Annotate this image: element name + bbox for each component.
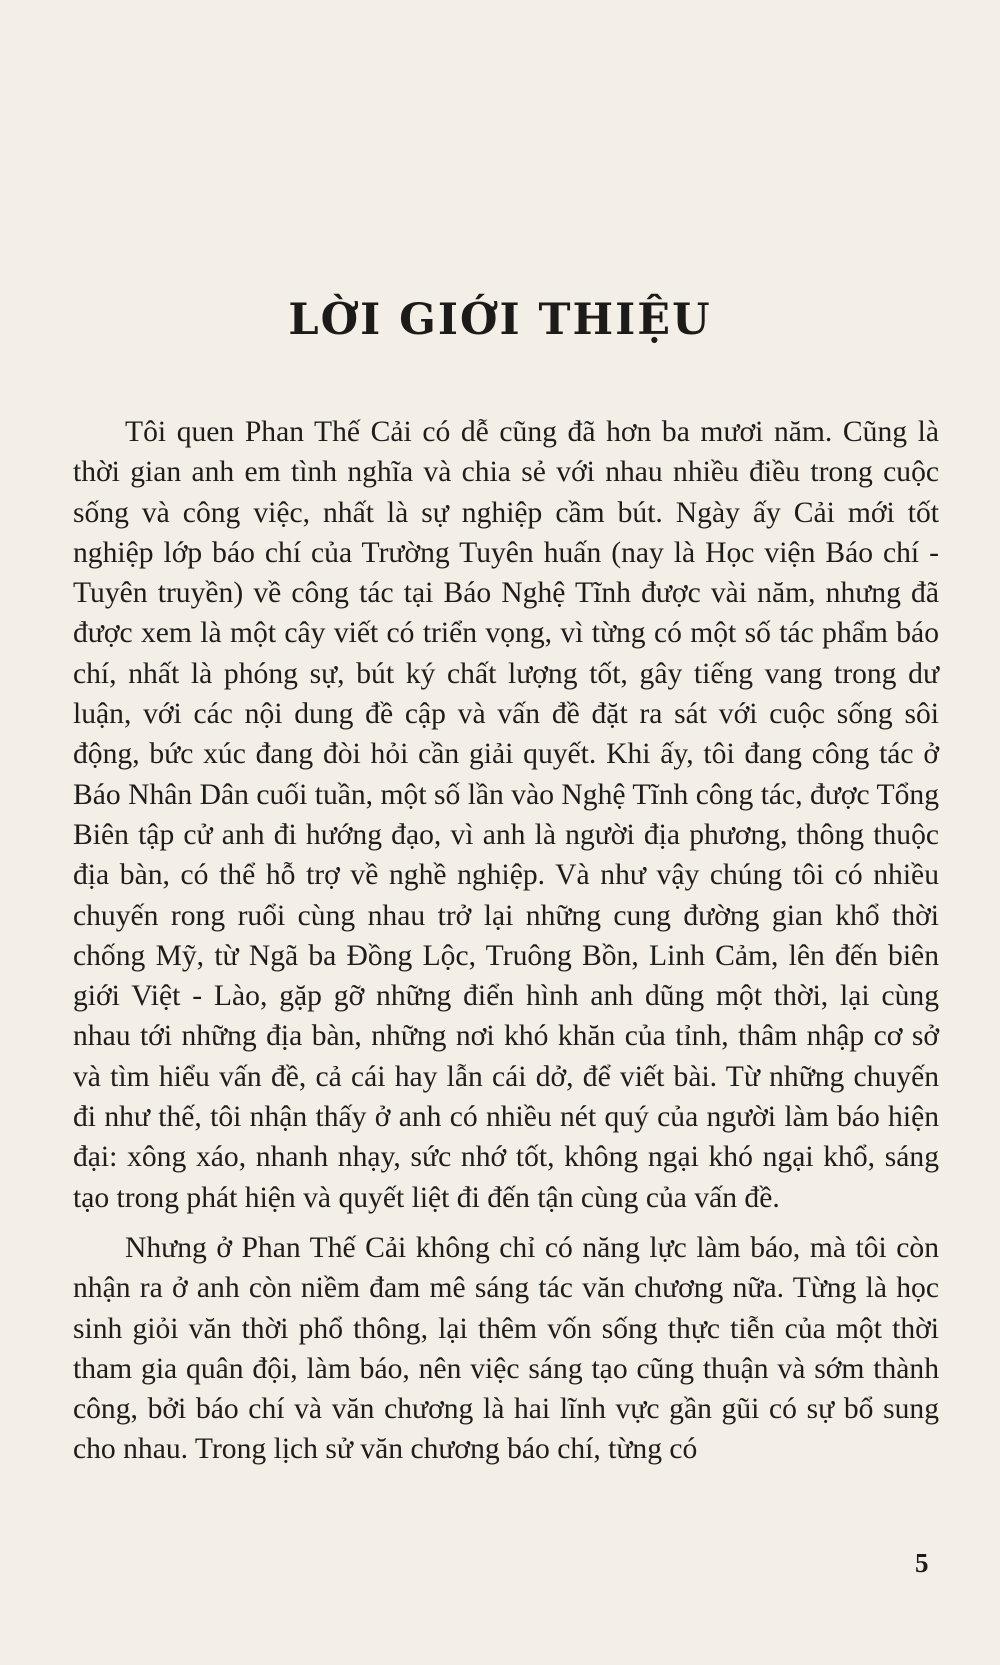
- page-number: 5: [915, 1548, 929, 1578]
- paragraph-2: Nhưng ở Phan Thế Cải không chỉ có năng lực làm báo, mà tôi còn nhận ra ở anh còn niềm đam mê sáng tác văn chương nữa. Từng là học sinh giỏi văn thời phổ thông, lại thêm vốn sống thực tiễn của một thời tham gia quân đội, làm báo, nên việc sáng tạo cũng thuận và sớm thành công, bởi báo chí và văn chương là hai lĩnh vực gần gũi có sự bổ sung cho nhau. Trong lịch sử văn chương báo chí, từng có: [73, 1231, 939, 1466]
- chapter-title: LỜI GIỚI THIỆU: [288, 295, 712, 345]
- paragraph-1: Tôi quen Phan Thế Cải có dễ cũng đã hơn ba mươi năm. Cũng là thời gian anh em tình nghĩa và chia sẻ với nhau nhiều điều trong cuộc sống và công việc, nhất là sự nghiệp cầm bút. Ngày ấy Cải mới tốt nghiệp lớp báo chí của Trường Tuyên huấn (nay là Học viện Báo chí - Tuyên truyền) về công tác tại Báo Nghệ Tĩnh được vài năm, nhưng đã được xem là một cây viết có triển vọng, vì từng có một số tác phẩm báo chí, nhất là phóng sự, bút ký chất lượng tốt, gây tiếng vang trong dư luận, với các nội dung đề cập và vấn đề đặt ra sát với cuộc sống sôi động, bức xúc đang đòi hỏi cần giải quyết. Khi ấy, tôi đang công tác ở Báo Nhân Dân cuối tuần, một số lần vào Nghệ Tĩnh công tác, được Tổng Biên tập cử anh đi hướng đạo, vì anh là người địa phương, thông thuộc địa bàn, có thể hỗ trợ về nghề nghiệp. Và như vậy chúng tôi có nhiều chuyến rong ruổi cùng nhau trở lại những cung đường gian khổ thời chống Mỹ, từ Ngã ba Đồng Lộc, Truông Bồn, Linh Cảm, lên đến biên giới Việt - Lào, gặp gỡ những điển hình anh dũng một thời, lại cùng nhau tới những địa bàn, những nơi khó khăn của tỉnh, thâm nhập cơ sở và tìm hiểu vấn đề, cả cái hay lẫn cái dở, để viết bài. Từ những chuyến đi như thế, tôi nhận thấy ở anh có nhiều nét quý của người làm báo hiện đại: xông xáo, nhanh nhạy, sức nhớ tốt, không ngại khó ngại khổ, sáng tạo trong phát hiện và quyết liệt đi đến tận cùng của vấn đề.: [73, 416, 939, 1214]
- bleed-through-texture: [72, 92, 948, 412]
- body-text: [73, 412, 939, 1470]
